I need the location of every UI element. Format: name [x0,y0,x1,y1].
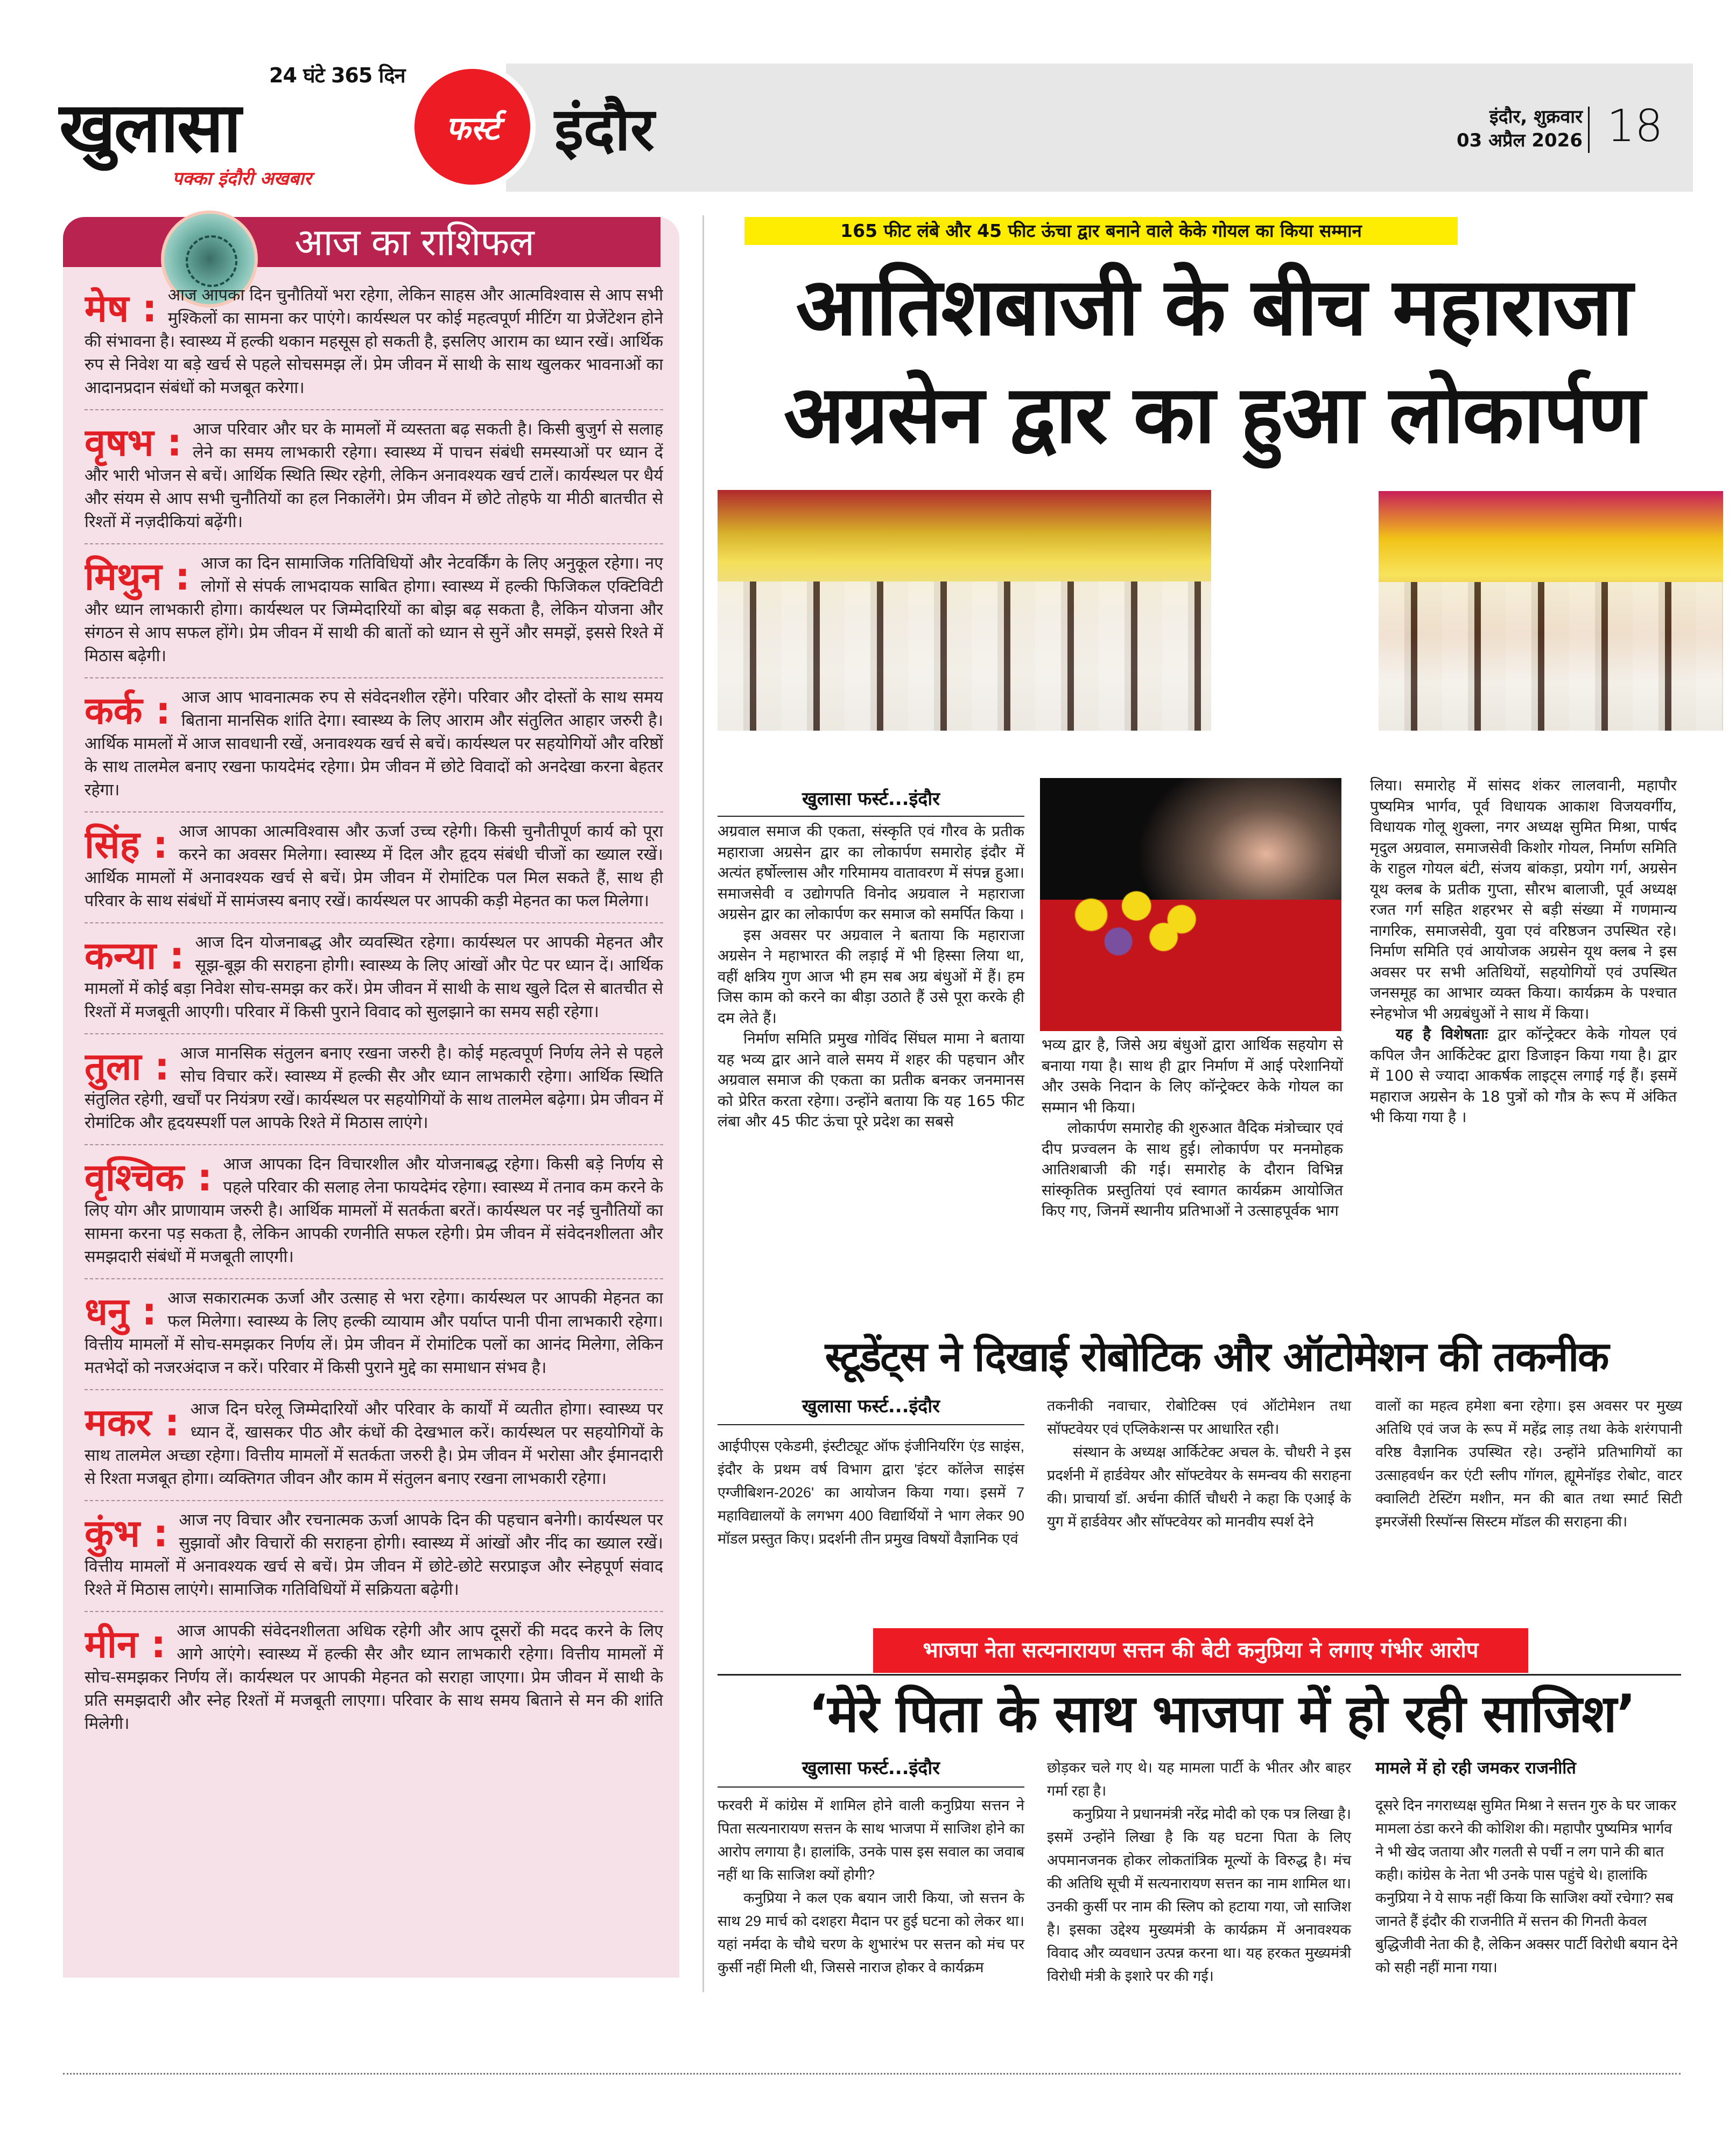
page-number-divider [1588,107,1590,153]
horoscope-panel [63,217,679,1978]
page-footer-rule [63,2073,1681,2075]
article-byline: खुलासा फर्स्ट...इंदौर [802,788,940,810]
masthead [0,0,1736,199]
horoscope-item-kark [85,678,663,812]
sign-text: आज का दिन सामाजिक गतिविधियों और नेटवर्किंग के लिए अनुकूल रहेगा। नए लोगों से संपर्क लाभदायक साबित होगा। स्वास्थ्य में हल्की फिजिकल एक्टिविटी और ध्यान लाभकारी होगा। कार्यस्थल पर जिम्मेदारियों का बोझ बढ़ सकता है, लेकिन योजना और संगठन से आप सफल होंगे। प्रेम जीवन में साथी की बातों को ध्यान से सुनें और समझें, इससे रिश्ते में मिठास बढ़ेगी। [85,554,663,665]
byline-rule [718,1786,1024,1788]
sign-text: आज आपकी संवेदनशीलता अधिक रहेगी और आप दूसरों की मदद करने के लिए आगे आएंगे। स्वास्थ्य में हल्की सैर और ध्यान लाभकारी रहेगा। वित्तीय मामलों में सोच-समझकर निर्णय लें। कार्यस्थल पर आपकी मेहनत को सराहा जाएगा। प्रेम जीवन में साथी के प्रति समझदारी और स्नेह रिश्तों में मजबूती लाएगा। परिवार के साथ समय बिताने से मन की शांति मिलेगी। [85,1622,663,1733]
horoscope-item-meen [85,1612,663,1745]
sign-text: आज दिन योजनाबद्ध और व्यवस्थित रहेगा। कार्यस्थल पर आपकी मेहनत और सूझ-बूझ की सराहना होगी। स्वास्थ्य के लिए आंखों और पेट पर ध्यान दें। आर्थिक मामलों में कोई बड़ा निवेश सोच-समझ कर करें। प्रेम जीवन में साथी के साथ खुले दिल से बातचीत से रिश्तों में मजबूती आएगी। परिवार में किसी पुराने विवाद को सुलझाने का समय सही रहेगा। [85,933,663,1021]
sign-name: तुला : [85,1045,170,1089]
paragraph: इस अवसर पर अग्रवाल ने बताया कि महाराजा अग्रसेन ने महाभारत की लड़ाई में भी हिस्सा लिया था, वहीं क्षत्रिय गुण आज भी हम सब अग्र बंधुओं में हैं। हम जिस काम को करने का बीड़ा उठाते हैं उसे पूरा करके ही दम लेते हैं। [718,926,1024,1027]
sign-text: आज आपका दिन चुनौतियों भरा रहेगा, लेकिन साहस और आत्मविश्वास से आप सभी मुश्किलों का सामना कर पाएंगे। कार्यस्थल पर कोई महत्वपूर्ण मीटिंग या प्रेजेंटेशन होने की संभावना है। स्वास्थ्य में हल्की थकान महसूस हो सकती है, इसलिए आराम का ध्यान रखें। आर्थिक रुप से निवेश या बड़े खर्च से पहले सोचसमझ लें। प्रेम जीवन में साथी के साथ खुलकर भावनाओं का आदानप्रदान संबंधों को मजबूत करेगा। [85,286,663,397]
sign-text: आज दिन घरेलू जिम्मेदारियों और परिवार के कार्यों में व्यतीत होगा। स्वास्थ्य पर ध्यान दें, खासकर पीठ और कंधों की देखभाल करें। कार्यस्थल पर सहयोगियों के साथ तालमेल अच्छा रहेगा। वित्तीय मामलों में सतर्कता जरुरी है। प्रेम जीवन में भरोसा और ईमानदारी से रिश्ता मजबूत होगा। व्यक्तिगत जीवन और काम में संतुलन बनाए रखना लाभकारी रहेगा। [85,1400,663,1488]
logo-first-badge [409,64,536,190]
horoscope-title: आज का राशिफल [294,220,534,264]
sign-name: वृषभ : [85,421,182,465]
photo-agrasen-statue [1379,491,1723,731]
sign-text: आज सकारात्मक ऊर्जा और उत्साह से भरा रहेगा। कार्यस्थल पर आपकी मेहनत का फल मिलेगा। स्वास्थ्य के लिए हल्की व्यायाम और पर्याप्त पानी पीना लाभकारी रहेगा। वित्तीय मामलों में सोच-समझकर निर्णय लें। प्रेम जीवन में रोमांटिक पलों का आनंद मिलेगा, लेकिन मतभेदों को नजरअंदाज न करें। परिवार में किसी पुराने मुद्दे का समाधान संभव है। [85,1289,663,1377]
sign-text: आज परिवार और घर के मामलों में व्यस्तता बढ़ सकती है। किसी बुजुर्ग से सलाह लेने का समय लाभकारी रहेगा। स्वास्थ्य में पाचन संबंधी समस्याओं पर ध्यान दें और भारी भोजन से बचें। आर्थिक स्थिति स्थिर रहेगी, लेकिन अनावश्यक खर्च टालें। कार्यस्थल पर धैर्य और संयम से आप सभी चुनौतियों का हल निकालेंगे। प्रेम जीवन में छोटे तोहफे या मीठी बातचीत से रिश्तों में नज़दीकियां बढ़ेंगी। [85,420,663,531]
sign-text: आज आप भावनात्मक रुप से संवेदनशील रहेंगे। परिवार और दोस्तों के साथ समय बिताना मानसिक शांति देगा। स्वास्थ्य के लिए आराम और संतुलित आहार जरुरी है। आर्थिक मामलों में आज सावधानी रखें, अनावश्यक खर्च से बचें। कार्यस्थल पर सहयोगियों और वरिष्ठों के साथ तालमेल बनाए रखना फायदेमंद रहेगा। प्रेम जीवन में छोटे विवादों को अनदेखा करना बेहतर रहेगा। [85,688,663,799]
horoscope-item-dhanu [85,1279,663,1390]
sign-name: मकर : [85,1400,180,1445]
horoscope-list [85,276,663,1745]
article-column-1 [718,821,1024,1132]
robotics-column-3 [1375,1395,1682,1533]
byline-rule [718,1424,1024,1425]
horoscope-item-mithun [85,544,663,678]
sign-name: कुंभ : [85,1511,168,1556]
special-label: यह है विशेषताः [1396,1025,1488,1043]
horoscope-item-kumbh [85,1501,663,1612]
bjp-kicker: भाजपा नेता सत्यनारायण सत्तन की बेटी कनुप्रिया ने लगाए गंभीर आरोप [873,1628,1528,1673]
robotics-headline: स्टूडेंट्स ने दिखाई रोबोटिक और ऑटोमेशन की तकनीक [825,1333,1608,1381]
sign-name: कन्या : [85,934,185,978]
byline-rule [718,816,1024,817]
sign-text: आज आपका दिन विचारशील और योजनाबद्ध रहेगा। किसी बड़े निर्णय से पहले परिवार की सलाह लेना फायदेमंद रहेगा। स्वास्थ्य में तनाव कम करने के लिए योग और प्राणायाम जरुरी है। आर्थिक मामलों में सतर्कता बरतें। कार्यस्थल पर नई चुनौतियों का सामना करना पड़ सकता है, लेकिन आपकी रणनीति सफल रहेगी। प्रेम जीवन में संवेदनशीलता और समझदारी संबंधों में मजबूती लाएगी। [85,1155,663,1266]
robotics-byline: खुलासा फर्स्ट...इंदौर [802,1396,940,1417]
horoscope-item-singh [85,812,663,923]
paragraph: तकनीकी नवाचार, रोबोटिक्स एवं ऑटोमेशन तथा सॉफ्टवेयर एवं एप्लिकेशन्स पर आधारित रही। [1047,1398,1351,1437]
bjp-subhead: मामले में हो रही जमकर राजनीति [1375,1758,1576,1778]
sign-name: सिंह : [85,823,168,867]
paragraph: छोड़कर चले गए थे। यह मामला पार्टी के भीतर और बाहर गर्मा रहा है। [1047,1760,1351,1799]
horoscope-item-makar [85,1390,663,1501]
bjp-column-2 [1047,1756,1351,1988]
robotics-column-2 [1047,1395,1351,1533]
paragraph: आईपीएस एकेडमी, इंस्टीट्यूट ऑफ इंजीनियरिंग एंड साइंस, इंदौर के प्रथम वर्ष विभाग द्वारा 'इंटर कॉलेज साइंस एग्जीबिशन-2026' का आयोजन किया गया। इसमें 7 महाविद्यालयों के लगभग 400 विद्यार्थियों ने भाग लेकर 90 मॉडल प्रस्तुत किए। प्रदर्शनी तीन प्रमुख विषयों वैज्ञानिक एवं [718,1438,1024,1547]
headline-line-1: आतिशबाजी के बीच महाराजा [796,261,1632,353]
paragraph: अग्रवाल समाज की एकता, संस्कृति एवं गौरव के प्रतीक महाराजा अग्रसेन द्वार का लोकार्पण समारोह इंदौर में अत्यंत हर्षोल्लास और गरिमामय वातावरण में संपन्न हुआ। समाजसेवी व उद्योगपति विनोद अग्रवाल ने महाराजा अग्रसेन द्वार का लोकार्पण कर समाज को समर्पित किया । [718,822,1024,923]
date-full: 03 अप्रैल 2026 [1457,130,1583,151]
bjp-headline: ‘मेरे पिता के साथ भाजपा में हो रही साजिश’ [808,1684,1636,1744]
sign-text: आज मानसिक संतुलन बनाए रखना जरुरी है। कोई महत्वपूर्ण निर्णय लेने से पहले सोच विचार करें। स्वास्थ्य में हल्की सैर और ध्यान लाभकारी रहेगा। आर्थिक स्थिति संतुलित रहेगी, खर्चों पर नियंत्रण रखें। कार्यस्थल पर सहयोगियों के साथ तालमेल बढ़ेगा। प्रेम जीवन में रोमांटिक और हृदयस्पर्शी पल आपके रिश्ते में मिठास लाएंगे। [85,1044,663,1132]
sign-name: मेष : [85,286,157,331]
article-column-3 [1370,775,1677,1128]
horoscope-item-tula [85,1034,663,1145]
bjp-column-1 [718,1794,1024,1979]
article-kicker: 165 फीट लंबे और 45 फीट ऊंचा द्वार बनाने वाले केके गोयल का किया सम्मान [744,217,1458,245]
logo-first-text: फर्स्ट [445,109,500,148]
bjp-byline: खुलासा फर्स्ट...इंदौर [802,1757,940,1779]
sign-name: मीन : [85,1622,166,1666]
date-weekday: इंदौर, शुक्रवार [1489,106,1583,128]
paragraph: भव्य द्वार है, जिसे अग्र बंधुओं द्वारा आर्थिक सहयोग से बनाया गया है। साथ ही द्वार निर्माण में आई परेशानियों और उसके निदान के लिए कॉन्ट्रेक्टर केके गोयल का सम्मान भी किया। [1042,1036,1343,1116]
photo-crowd [1379,582,1723,731]
sign-text: आज नए विचार और रचनात्मक ऊर्जा आपके दिन की पहचान बनेगी। कार्यस्थल पर सुझावों और विचारों की सराहना होगी। स्वास्थ्य में आंखों और नींद का ख्याल रखें। वित्तीय मामलों में अनावश्यक खर्च से बचें। प्रेम जीवन में छोटे-छोटे सरप्राइज और स्नेहपूर्ण संवाद रिश्ते में मिठास लाएंगे। सामाजिक गतिविधियों में सक्रियता बढ़ेगी। [85,1511,663,1599]
paragraph: फरवरी में कांग्रेस में शामिल होने वाली कनुप्रिया सत्तन ने पिता सत्यनारायण सत्तन के साथ भाजपा में साजिश होने का आरोप लगाया है। हालांकि, उनके पास इस सवाल का जवाब नहीं था कि साजिश क्यों होगी? [718,1797,1024,1883]
masthead-tagline: 24 घंटे 365 दिन [269,64,405,87]
sign-text: आज आपका आत्मविश्वास और ऊर्जा उच्च रहेगी। किसी चुनौतीपूर्ण कार्य को पूरा करने का अवसर मिलेगा। स्वास्थ्य में दिल और हृदय संबंधी चीजों का ख्याल रखें। आर्थिक मामलों में अनावश्यक खर्च से बचें। प्रेम जीवन में रोमांटिक पल मिल सकते हैं, साथ ही परिवार के साथ संबंधों में सामंजस्य बनाए रखें। कार्यस्थल पर आपकी कड़ी मेहनत का फल मिलेगा। [85,822,663,910]
robotics-column-1 [718,1435,1024,1551]
kicker-rule [718,1674,1681,1676]
sign-name: कर्क : [85,689,171,733]
photo-speaker-podium [1040,778,1341,1031]
paragraph [1370,1024,1677,1128]
horoscope-item-mesh [85,276,663,410]
edition-name: इंदौर [554,95,655,164]
paragraph: कनुप्रिया ने प्रधानमंत्री नरेंद्र मोदी को एक पत्र लिखा है। इसमें उन्होंने लिखा है कि यह घटना पिता के लिए अपमानजनक होकर लोकतांत्रिक मूल्यों के विरुद्ध है। मंच की अतिथि सूची में सत्यनारायण सत्तन का नाम शामिल था। उनकी कुर्सी पर नाम की स्लिप को हटाया गया, जो साजिश है। इसका उद्देश्य मुख्यमंत्री के कार्यक्रम में अनावश्यक विवाद और व्यवधान उत्पन्न करना था। यह हरकत मुख्यमंत्री विरोधी मंत्री के इशारे पर की गई। [1047,1806,1351,1984]
column-divider [702,215,704,1992]
headline-line-2: अग्रसेन द्वार का हुआ लोकार्पण [783,368,1644,461]
paragraph: लोकार्पण समारोह की शुरुआत वैदिक मंत्रोच्चार एवं दीप प्रज्वलन के साथ हुई। लोकार्पण पर मनमोहक आतिशबाजी की गई। समारोह के दौरान विभिन्न सांस्कृतिक प्रस्तुतियां एवं स्वागत कार्यक्रम आयोजित किए गए, जिनमें स्थानीय प्रतिभाओं ने उत्साहपूर्वक भाग [1042,1119,1343,1220]
paragraph: संस्थान के अध्यक्ष आर्किटेक्ट अचल के. चौधरी ने इस प्रदर्शनी में हार्डवेयर और सॉफ्टवेयर के समन्वय की सराहना की। प्राचार्या डॉ. अर्चना कीर्ति चौधरी ने कहा कि एआई के युग में हार्डवेयर और सॉफ्टवेयर को मानवीय स्पर्श देने [1047,1444,1351,1530]
horoscope-header [63,217,660,267]
horoscope-item-kanya [85,923,663,1034]
paragraph: कनुप्रिया ने कल एक बयान जारी किया, जो सत्तन के साथ 29 मार्च को दशहरा मैदान पर हुई घटना को लेकर था। यहां नर्मदा के चौथे चरण के शुभारंभ पर सत्तन को मंच पर कुर्सी नहीं मिली थी, जिससे नाराज होकर वे कार्यक्रम [718,1890,1024,1975]
page-number: 18 [1607,101,1663,152]
horoscope-item-vrishchik [85,1145,663,1279]
special-text: द्वार कॉन्ट्रेक्टर केके गोयल एवं कपिल जैन आर्किटेक्ट द्वारा डिजाइन किया गया है। द्वार में 100 से ज्यादा आकर्षक लाइट्स लगाई गई हैं। इसमें महाराज अग्रसेन के 18 पुत्रों को गौत्र के रूप में अंकित भी किया गया है । [1370,1025,1677,1126]
photo-crowd [718,581,1211,731]
sign-name: मिथुन : [85,555,190,599]
newspaper-logo: खुलासा [59,88,240,168]
logo-subtitle: पक्का इंदौरी अखबार [172,168,312,190]
paragraph: दूसरे दिन नगराध्यक्ष सुमित मिश्रा ने सत्तन गुरु के घर जाकर मामला ठंडा करने की कोशिश की। महापौर पुष्यमित्र भार्गव ने भी खेद जताया और गलती से पर्ची न लग पाने की बात कही। कांग्रेस के नेता भी उनके पास पहुंचे थे। हालांकि कनुप्रिया ने ये साफ नहीं किया कि साजिश क्यों रचेगा? सब जानते हैं इंदौर की राजनीति में सत्तन की गिनती केवल बुद्धिजीवी नेता की है, लेकिन अक्सर पार्टी विरोधी बयान देने को सही नहीं माना गया। [1375,1797,1678,1975]
paragraph: लिया। समारोह में सांसद शंकर लालवानी, महापौर पुष्यमित्र भार्गव, पूर्व विधायक आकाश विजयवर्गीय, विधायक गोलू शुक्ला, नगर अध्यक्ष सुमित मिश्रा, पार्षद मृदुल अग्रवाल, समाजसेवी किशोर गोयल, निर्माण समिति के राहुल गोयल बंटी, संजय बांकड़ा, प्रयोग गर्ग, अग्रसेन यूथ क्लब के प्रतीक गुप्ता, सौरभ बालाजी, पूर्व अध्यक्ष रजत गर्ग सहित शहरभर से बड़ी संख्या में गणमान्य नागरिक, समाजसेवी, युवा एवं वरिष्ठजन उपस्थित रहे। निर्माण समिति एवं आयोजक अग्रसेन यूथ क्लब ने इस अवसर पर सभी अतिथियों, सहयोगियों एवं उपस्थित जनसमूह का आभार व्यक्त किया। कार्यक्रम के पश्चात स्नेहभोज भी अग्रबंधुओं ने साथ में किया। [1370,776,1677,1022]
article-column-2 [1042,1035,1343,1222]
sign-name: धनु : [85,1290,157,1334]
horoscope-item-vrishabh [85,410,663,544]
paragraph: निर्माण समिति प्रमुख गोविंद सिंघल मामा ने बताया यह भव्य द्वार आने वाले समय में शहर की पहचान और अग्रवाल समाज की एकता का प्रतीक बनकर जनमानस को प्रेरित करता रहेगा। उन्होंने बताया कि यह 165 फीट लंबा और 45 फीट ऊंचा पूरे प्रदेश का सबसे [718,1029,1024,1130]
date-block [1457,105,1583,152]
sign-name: वृश्चिक : [85,1155,213,1200]
paragraph: वालों का महत्व हमेशा बना रहेगा। इस अवसर पर मुख्य अतिथि एवं जज के रूप में महेंद्र लाड़ तथा केके शरंगपानी वरिष्ठ वैज्ञानिक उपस्थित रहे। उन्होंने प्रतिभागियों का उत्साहवर्धन कर एंटी स्लीप गॉगल, ह्यूमेनॉइड रोबोट, वाटर क्वालिटी टेस्टिंग मशीन, मन की बात तथा स्मार्ट सिटी इमरजेंसी रिस्पॉन्स सिस्टम मॉडल की सराहना की। [1375,1398,1682,1530]
photo-flowers [1055,879,1236,968]
bjp-column-3 [1375,1794,1682,1979]
article-headline [716,253,1712,468]
photo-inauguration-group [718,490,1211,731]
